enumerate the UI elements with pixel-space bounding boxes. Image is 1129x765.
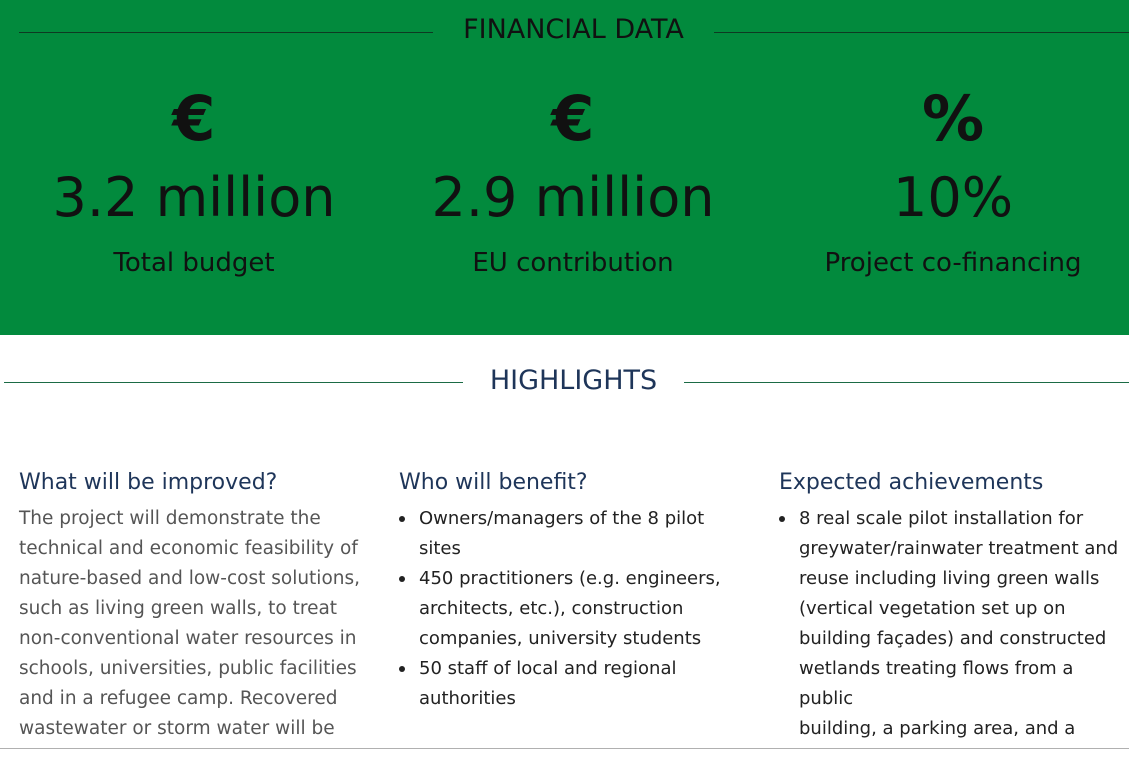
list-item-line: companies, university students [419, 628, 702, 649]
stat-value: 3.2 million [52, 166, 336, 229]
list-item-line: greywater/rainwater treatment and [799, 538, 1119, 559]
below-fold-area [0, 749, 1129, 765]
percent-icon: % [921, 82, 985, 155]
list-item-line: architects, etc.), construction [419, 598, 684, 619]
paragraph-line: nature-based and low-cost solutions, [19, 568, 361, 589]
stat-label: Project co-financing [824, 248, 1082, 278]
stat-value: 2.9 million [431, 166, 715, 229]
euro-icon: € [551, 82, 595, 155]
bullet-icon [399, 576, 405, 582]
highlights-section-title: HIGHLIGHTS [489, 365, 658, 396]
highlight-column-achievements [779, 468, 1129, 765]
list-item [399, 504, 749, 564]
stat-co-financing [763, 82, 1129, 282]
achievement-list [779, 504, 1129, 765]
list-item-line: 50 staff of local and regional [419, 658, 677, 679]
paragraph-line: schools, universities, public facilities [19, 658, 357, 679]
bullet-icon [399, 666, 405, 672]
stat-total-budget [4, 82, 384, 282]
financial-section-title: FINANCIAL DATA [463, 14, 684, 45]
highlight-column-improved [19, 468, 369, 744]
paragraph-line: wastewater or storm water will be [19, 718, 335, 739]
highlights-divider-left [4, 382, 463, 383]
paragraph-line: technical and economic feasibility of [19, 538, 358, 559]
paragraph-line: such as living green walls, to treat [19, 598, 338, 619]
list-item-line: 450 practitioners (e.g. engineers, [419, 568, 721, 589]
paragraph-line: non-conventional water resources in [19, 628, 357, 649]
paragraph-line: and in a refugee camp. Recovered [19, 688, 338, 709]
stat-label: EU contribution [472, 248, 674, 278]
list-item-line: 8 real scale pilot installation for [799, 508, 1084, 529]
title-divider-right [714, 32, 1129, 33]
list-item-line: reuse including living green walls [799, 568, 1100, 589]
euro-icon: € [172, 82, 216, 155]
column-heading: Who will benefit? [399, 470, 588, 495]
list-item-line: building, a parking area, and a [799, 718, 1076, 739]
financial-title-row [0, 0, 1129, 64]
list-item-line: Owners/managers of the 8 pilot sites [419, 508, 705, 559]
stat-eu-contribution [383, 82, 763, 282]
financial-data-section [0, 0, 1129, 335]
list-item-line: (vertical vegetation set up on [799, 598, 1066, 619]
paragraph-line: The project will demonstrate the [19, 508, 321, 529]
title-divider-left [19, 32, 433, 33]
column-heading: Expected achievements [779, 470, 1044, 495]
list-item-line: authorities [419, 688, 516, 709]
stat-label: Total budget [113, 248, 275, 278]
bullet-icon [399, 516, 405, 522]
list-item [399, 654, 749, 714]
bullet-icon [779, 516, 785, 522]
stat-value: 10% [892, 166, 1014, 229]
column-heading: What will be improved? [19, 470, 278, 495]
highlights-divider-right [684, 382, 1129, 383]
list-item [399, 564, 749, 654]
column-paragraph [19, 504, 369, 744]
highlight-column-beneficiaries [399, 468, 749, 714]
list-item [779, 504, 1129, 765]
beneficiary-list [399, 504, 749, 714]
list-item-line: building façades) and constructed [799, 628, 1107, 649]
list-item-line: wetlands treating flows from a public [799, 658, 1074, 709]
